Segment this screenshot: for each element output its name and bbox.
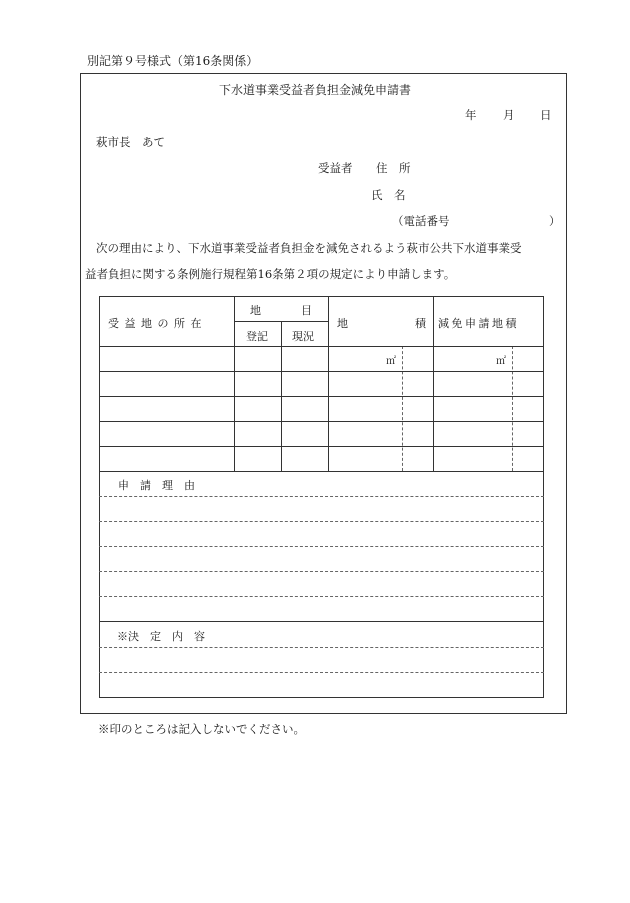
reason-line <box>99 596 544 597</box>
col-divider <box>234 296 235 471</box>
date-year: 年 <box>465 108 477 122</box>
form-label: 別記第９号様式（第16条関係） <box>87 54 259 68</box>
header-land-category-left: 地 <box>250 304 261 317</box>
phone-label: （電話番号 <box>392 214 450 228</box>
col-divider <box>433 296 434 471</box>
row-line <box>99 471 544 472</box>
row-line <box>99 371 544 372</box>
applicant-role: 受益者 <box>318 161 353 175</box>
document-title: 下水道事業受益者負担金減免申請書 <box>218 83 411 97</box>
table-border-top <box>99 296 544 297</box>
header-bottom-line <box>99 346 544 347</box>
decision-line <box>99 647 544 648</box>
row-line <box>99 446 544 447</box>
reason-label: 申 請 理 由 <box>118 479 195 492</box>
header-area-right: 積 <box>415 317 426 330</box>
header-land-category-right: 目 <box>301 304 312 317</box>
date-day: 日 <box>540 108 552 122</box>
reason-line <box>99 521 544 522</box>
unit-exempt-area: ㎡ <box>496 356 506 367</box>
address-label: 住 所 <box>376 161 411 175</box>
section-divider <box>99 621 544 622</box>
header-registered: 登記 <box>246 330 268 343</box>
header-split-line <box>234 321 328 322</box>
table-border-bottom <box>99 697 544 698</box>
body-text-line1: 次の理由により、下水道事業受益者負担金を減免されるよう萩市公共下水道事業受 <box>96 241 522 255</box>
header-area-left: 地 <box>337 317 348 330</box>
row-line <box>99 396 544 397</box>
decision-label: ※決 定 内 容 <box>117 630 205 643</box>
body-text-line2: 益者負担に関する条例施行規程第16条第２項の規定により申請します。 <box>85 267 456 281</box>
reason-line <box>99 546 544 547</box>
header-location: 受 益 地 の 所 在 <box>108 317 203 330</box>
reason-line <box>99 496 544 497</box>
phone-close-paren: ） <box>549 214 561 228</box>
reason-line <box>99 571 544 572</box>
col-divider <box>328 296 329 471</box>
date-month: 月 <box>503 108 515 122</box>
header-exempt-area: 減免申請地積 <box>438 317 519 330</box>
col-divider-dashed <box>512 346 513 471</box>
addressee: 萩市長 あて <box>96 135 165 149</box>
col-divider-dashed <box>402 346 403 471</box>
footer-note: ※印のところは記入しないでください。 <box>98 722 305 736</box>
header-current: 現況 <box>292 330 314 343</box>
row-line <box>99 421 544 422</box>
unit-area: ㎡ <box>386 356 396 367</box>
decision-line <box>99 672 544 673</box>
name-label: 氏 名 <box>371 188 406 202</box>
